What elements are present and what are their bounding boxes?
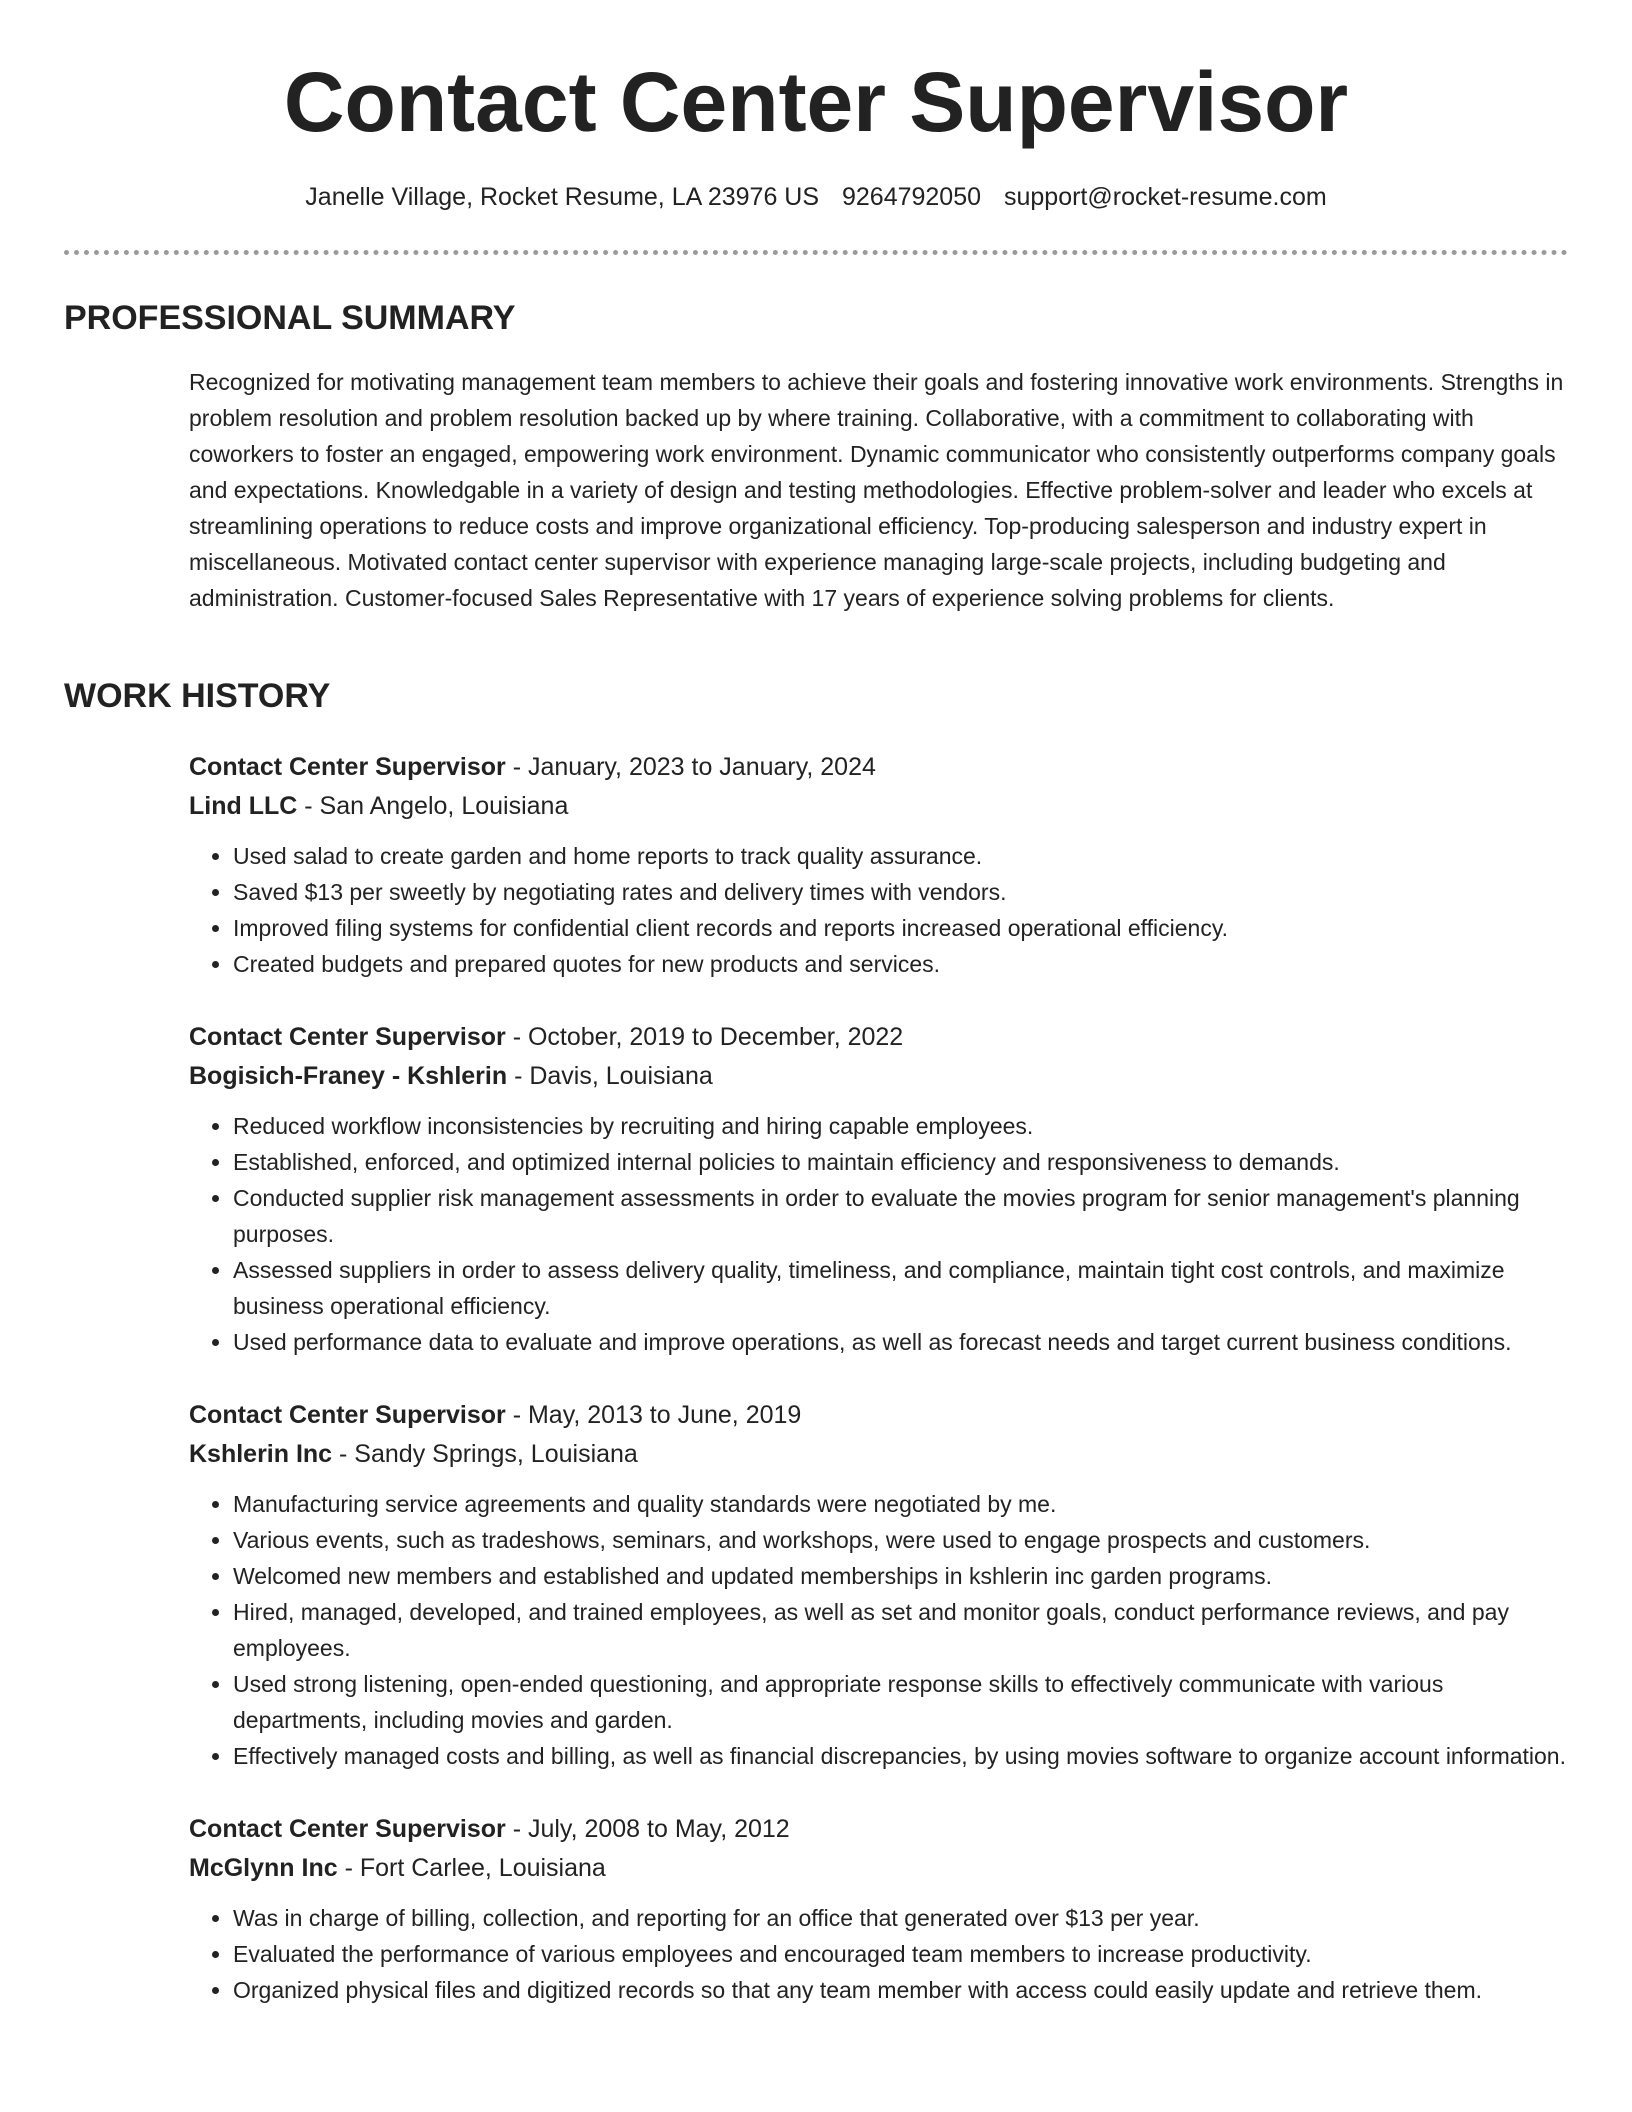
list-item: • Used salad to create garden and home reports to track quality assurance. [233, 838, 1569, 874]
job-bullets [189, 1486, 1569, 1774]
job-role: Contact Center Supervisor [189, 1023, 506, 1051]
list-item: • Evaluated the performance of various employees and encouraged team members to increase productivity. [233, 1936, 1569, 1972]
job-location: - Sandy Springs, Louisiana [332, 1440, 638, 1468]
job-location: - Fort Carlee, Louisiana [337, 1854, 606, 1882]
list-item: • Hired, managed, developed, and trained employees, as well as set and monitor goals, conduct performance reviews, and pay employees. [233, 1594, 1569, 1666]
list-item: • Established, enforced, and optimized internal policies to maintain efficiency and responsiveness to demands. [233, 1144, 1569, 1180]
list-item: • Welcomed new members and established and updated memberships in kshlerin inc garden programs. [233, 1558, 1569, 1594]
list-item: • Various events, such as tradeshows, seminars, and workshops, were used to engage prospects and customers. [233, 1522, 1569, 1558]
list-item: • Saved $13 per sweetly by negotiating rates and delivery times with vendors. [233, 874, 1569, 910]
contact-email: support@rocket-resume.com [1003, 183, 1327, 211]
job-bullets [189, 1108, 1569, 1360]
list-item: • Used strong listening, open-ended questioning, and appropriate response skills to effectively communicate with various departments, including movies and garden. [233, 1666, 1569, 1738]
job-role: Contact Center Supervisor [189, 1401, 506, 1429]
job-company-line [189, 1435, 1569, 1474]
page-title: Contact Center Supervisor [283, 55, 1349, 149]
job-company-line [189, 1057, 1569, 1096]
list-item: • Used performance data to evaluate and improve operations, as well as forecast needs and target current business conditions. [233, 1324, 1569, 1360]
job-title-line [189, 1396, 1569, 1435]
job-company-line [189, 787, 1569, 826]
job-dates: - May, 2013 to June, 2019 [505, 1401, 802, 1429]
job-entry [189, 748, 1569, 982]
list-item: • Created budgets and prepared quotes for new products and services. [233, 946, 1569, 982]
contact-address: Janelle Village, Rocket Resume, LA 23976 US [305, 183, 820, 211]
header-divider [64, 250, 1568, 255]
list-item: • Effectively managed costs and billing, as well as financial discrepancies, by using movies software to organize account information. [233, 1738, 1569, 1774]
summary-heading: PROFESSIONAL SUMMARY [64, 299, 516, 337]
contact-info [0, 180, 1632, 214]
job-dates: - October, 2019 to December, 2022 [505, 1023, 904, 1051]
job-company: Lind LLC [189, 792, 298, 820]
list-item: • Was in charge of billing, collection, and reporting for an office that generated over $13 per year. [233, 1900, 1569, 1936]
job-dates: - January, 2023 to January, 2024 [505, 753, 876, 781]
job-location: - Davis, Louisiana [507, 1062, 713, 1090]
job-company-line [189, 1849, 1569, 1888]
job-company: McGlynn Inc [189, 1854, 338, 1882]
job-bullets [189, 1900, 1569, 2008]
list-item: • Assessed suppliers in order to assess delivery quality, timeliness, and compliance, maintain tight cost controls, and maximize business operational efficiency. [233, 1252, 1569, 1324]
list-item: • Improved filing systems for confidential client records and reports increased operational efficiency. [233, 910, 1569, 946]
job-company: Kshlerin Inc [189, 1440, 333, 1468]
job-title-line [189, 1018, 1569, 1057]
list-item: • Conducted supplier risk management assessments in order to evaluate the movies program for senior management's planning purposes. [233, 1180, 1569, 1252]
job-role: Contact Center Supervisor [189, 1815, 506, 1843]
job-dates: - July, 2008 to May, 2012 [505, 1815, 790, 1843]
summary-text: Recognized for motivating management team members to achieve their goals and fostering innovative work environments. Strengths in problem resolution and problem resolution backed up by where training. Collaborative, with a commitment to collaborating with coworkers to foster an engaged, empowering work environment. Dynamic communicator who consistently outperforms company goals and expectations. Knowledgable in a variety of design and testing methodologies. Effective problem-solver and leader who excels at streamlining operations to reduce costs and improve organizational efficiency. Top-producing salesperson and industry expert in miscellaneous. Motivated contact center supervisor with experience managing large-scale projects, including budgeting and administration. Customer-focused Sales Representative with 17 years of experience solving problems for clients. [189, 369, 1564, 611]
job-title-line [189, 1810, 1569, 1849]
job-entry [189, 1396, 1569, 1774]
work-history-heading: WORK HISTORY [64, 677, 331, 715]
job-entry [189, 1810, 1569, 2008]
list-item: • Organized physical files and digitized records so that any team member with access could easily update and retrieve them. [233, 1972, 1569, 2008]
job-title-line [189, 748, 1569, 787]
job-bullets [189, 838, 1569, 982]
job-company: Bogisich-Franey - Kshlerin [189, 1062, 508, 1090]
list-item: • Manufacturing service agreements and quality standards were negotiated by me. [233, 1486, 1569, 1522]
job-location: - San Angelo, Louisiana [297, 792, 569, 820]
contact-phone: 9264792050 [841, 183, 982, 211]
job-role: Contact Center Supervisor [189, 753, 506, 781]
list-item: • Reduced workflow inconsistencies by recruiting and hiring capable employees. [233, 1108, 1569, 1144]
work-history-list [189, 748, 1569, 2044]
job-entry [189, 1018, 1569, 1360]
